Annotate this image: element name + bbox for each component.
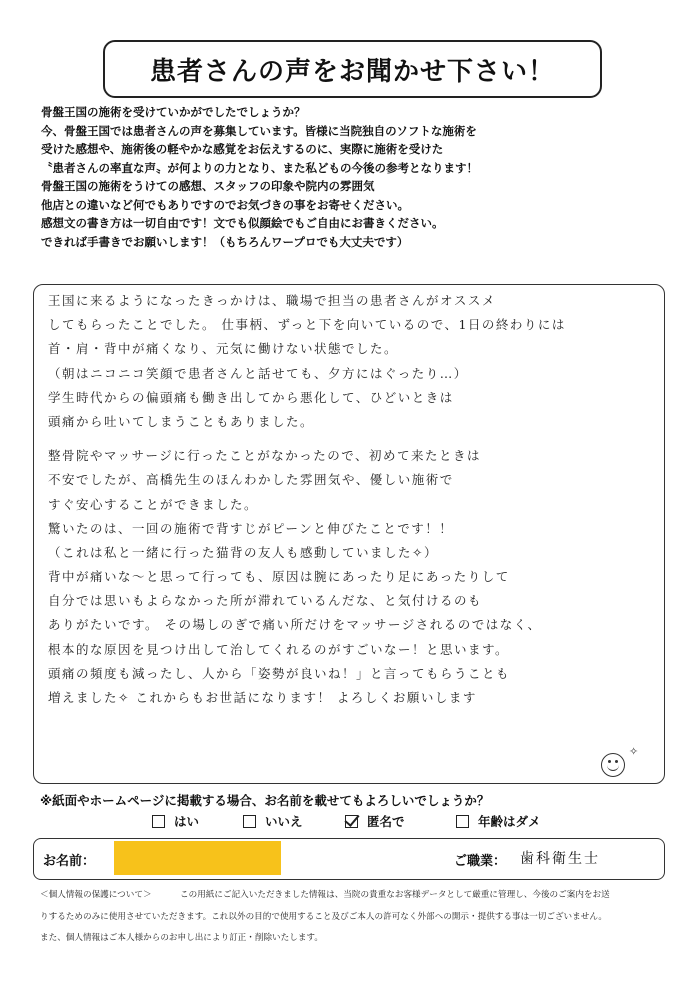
letter-line: 背中が痛いな～と思って行っても、原因は腕にあったり足にあったりして <box>48 569 510 585</box>
option-label: いいえ <box>265 814 303 829</box>
privacy-notice <box>40 885 670 950</box>
intro-line: 骨盤王国の施術を受けていかがでしたでしょうか？ <box>41 105 306 119</box>
option-label: 匿名で <box>367 814 405 829</box>
letter-line: （朝はニコニコ笑顔で患者さんと話せても、夕方にはぐったり…） <box>48 365 468 381</box>
name-label: お名前： <box>43 854 96 869</box>
intro-line: 〝患者さんの率直な声〟が何よりの力となり、また私どもの今後の参考となります！ <box>41 160 478 175</box>
letter-line: ありがたいです。 その場しのぎで痛い所だけをマッサージされるのではなく、 <box>48 617 542 633</box>
option-no[interactable] <box>243 812 303 830</box>
privacy-line: りするためのみに使用させていただきます。これ以外の目的で使用すること及びご本人の許可なく外部への開示・提供する事は一切ございません。 <box>40 911 608 922</box>
privacy-heading: ＜個人情報の保護について＞ <box>40 890 152 900</box>
consent-question: ※紙面やホームページに掲載する場合、お名前を載せてもよろしいでしょうか？ <box>40 793 490 808</box>
letter-line: 学生時代からの偏頭痛も働き出してから悪化して、ひどいときは <box>48 389 454 405</box>
intro-text <box>41 103 671 251</box>
letter-line: 整骨院やマッサージに行ったことがなかったので、初めて来たときは <box>48 448 482 464</box>
sparkle-doodle-icon: ✧ <box>629 745 639 758</box>
checkbox[interactable] <box>456 815 469 828</box>
checkbox[interactable] <box>152 815 165 828</box>
letter-line: 王国に来るようになったきっかけは、職場で担当の患者さんがオススメ <box>48 293 496 308</box>
letter-line: 不安でしたが、高橋先生のほんわかした雰囲気や、優しい施術で <box>48 472 454 488</box>
option-yes[interactable] <box>152 812 199 830</box>
occupation-value: 歯科衛生士 <box>520 851 600 867</box>
name-redaction-block <box>114 841 281 875</box>
intro-line: 今、骨盤王国では患者さんの声を募集しています。皆様に当院独自のソフトな施術を <box>41 123 477 138</box>
intro-line: できれば手書きでお願いします！（もちろんワープロでも大丈夫です） <box>41 234 409 249</box>
paragraph-gap <box>48 434 656 444</box>
letter-line: すぐ安心することができました。 <box>48 496 259 512</box>
intro-line: 骨盤王国の施術をうけての感想、スタッフの印象や院内の雰囲気 <box>41 179 375 193</box>
letter-line: 自分では思いもよらなかった所が滞れているんだな、と気付けるのも <box>48 593 483 609</box>
letter-line: 根本的な原因を見つけ出して治してくれるのがすごいなー！と思います。 <box>48 641 510 657</box>
name-occupation-box <box>33 838 665 880</box>
letter-line: 驚いたのは、一回の施術で背すじがピーンと伸びたことです！！ <box>48 520 454 536</box>
intro-line: 他店との違いなど何でもありですのでお気づきの事をお寄せください。 <box>41 197 409 212</box>
option-label: はい <box>174 814 200 829</box>
intro-line: 感想文の書き方は一切自由です！文でも似顔絵でもご自由にお書きください。 <box>41 216 444 230</box>
handwritten-letter <box>48 289 656 710</box>
letter-line: （これは私と一緒に行った猫背の友人も感動していました✧） <box>48 544 438 560</box>
privacy-line: また、個人情報はご本人様からのお申し出により訂正・削除いたします。 <box>40 933 323 943</box>
option-label: 年齢はダメ <box>478 814 541 829</box>
checkbox[interactable] <box>243 815 256 828</box>
consent-options <box>0 812 700 832</box>
intro-line: 受けた感想や、施術後の軽やかな感覚をお伝えするのに、実際に施術を受けた <box>41 142 444 156</box>
smiley-face-drawing <box>601 753 625 777</box>
option-anonymous[interactable] <box>345 812 405 830</box>
checkbox-checked[interactable] <box>345 815 358 828</box>
option-no-age[interactable] <box>456 812 541 830</box>
handwritten-letter-box <box>33 284 665 784</box>
form-title: 患者さんの声をお聞かせ下さい！ <box>103 40 602 98</box>
occupation-label: ご職業： <box>454 854 507 869</box>
letter-line: 頭痛から吐いてしまうこともありました。 <box>48 413 315 429</box>
letter-line: 頭痛の頻度も減ったし、人から「姿勢が良いね！」と言ってもらうことも <box>48 665 511 681</box>
privacy-line: この用紙にご記入いただきました情報は、当院の貴重なお客様データとして厳重に管理し、今後のご案内をお送 <box>180 890 610 900</box>
letter-line: 増えました✧ これからもお世話になります！ よろしくお願いします <box>48 690 477 705</box>
letter-line: 首・肩・背中が痛くなり、元気に働けない状態でした。 <box>48 341 399 357</box>
letter-line: してもらったことでした。 仕事柄、ずっと下を向いているので、1日の終わりには <box>48 317 566 333</box>
